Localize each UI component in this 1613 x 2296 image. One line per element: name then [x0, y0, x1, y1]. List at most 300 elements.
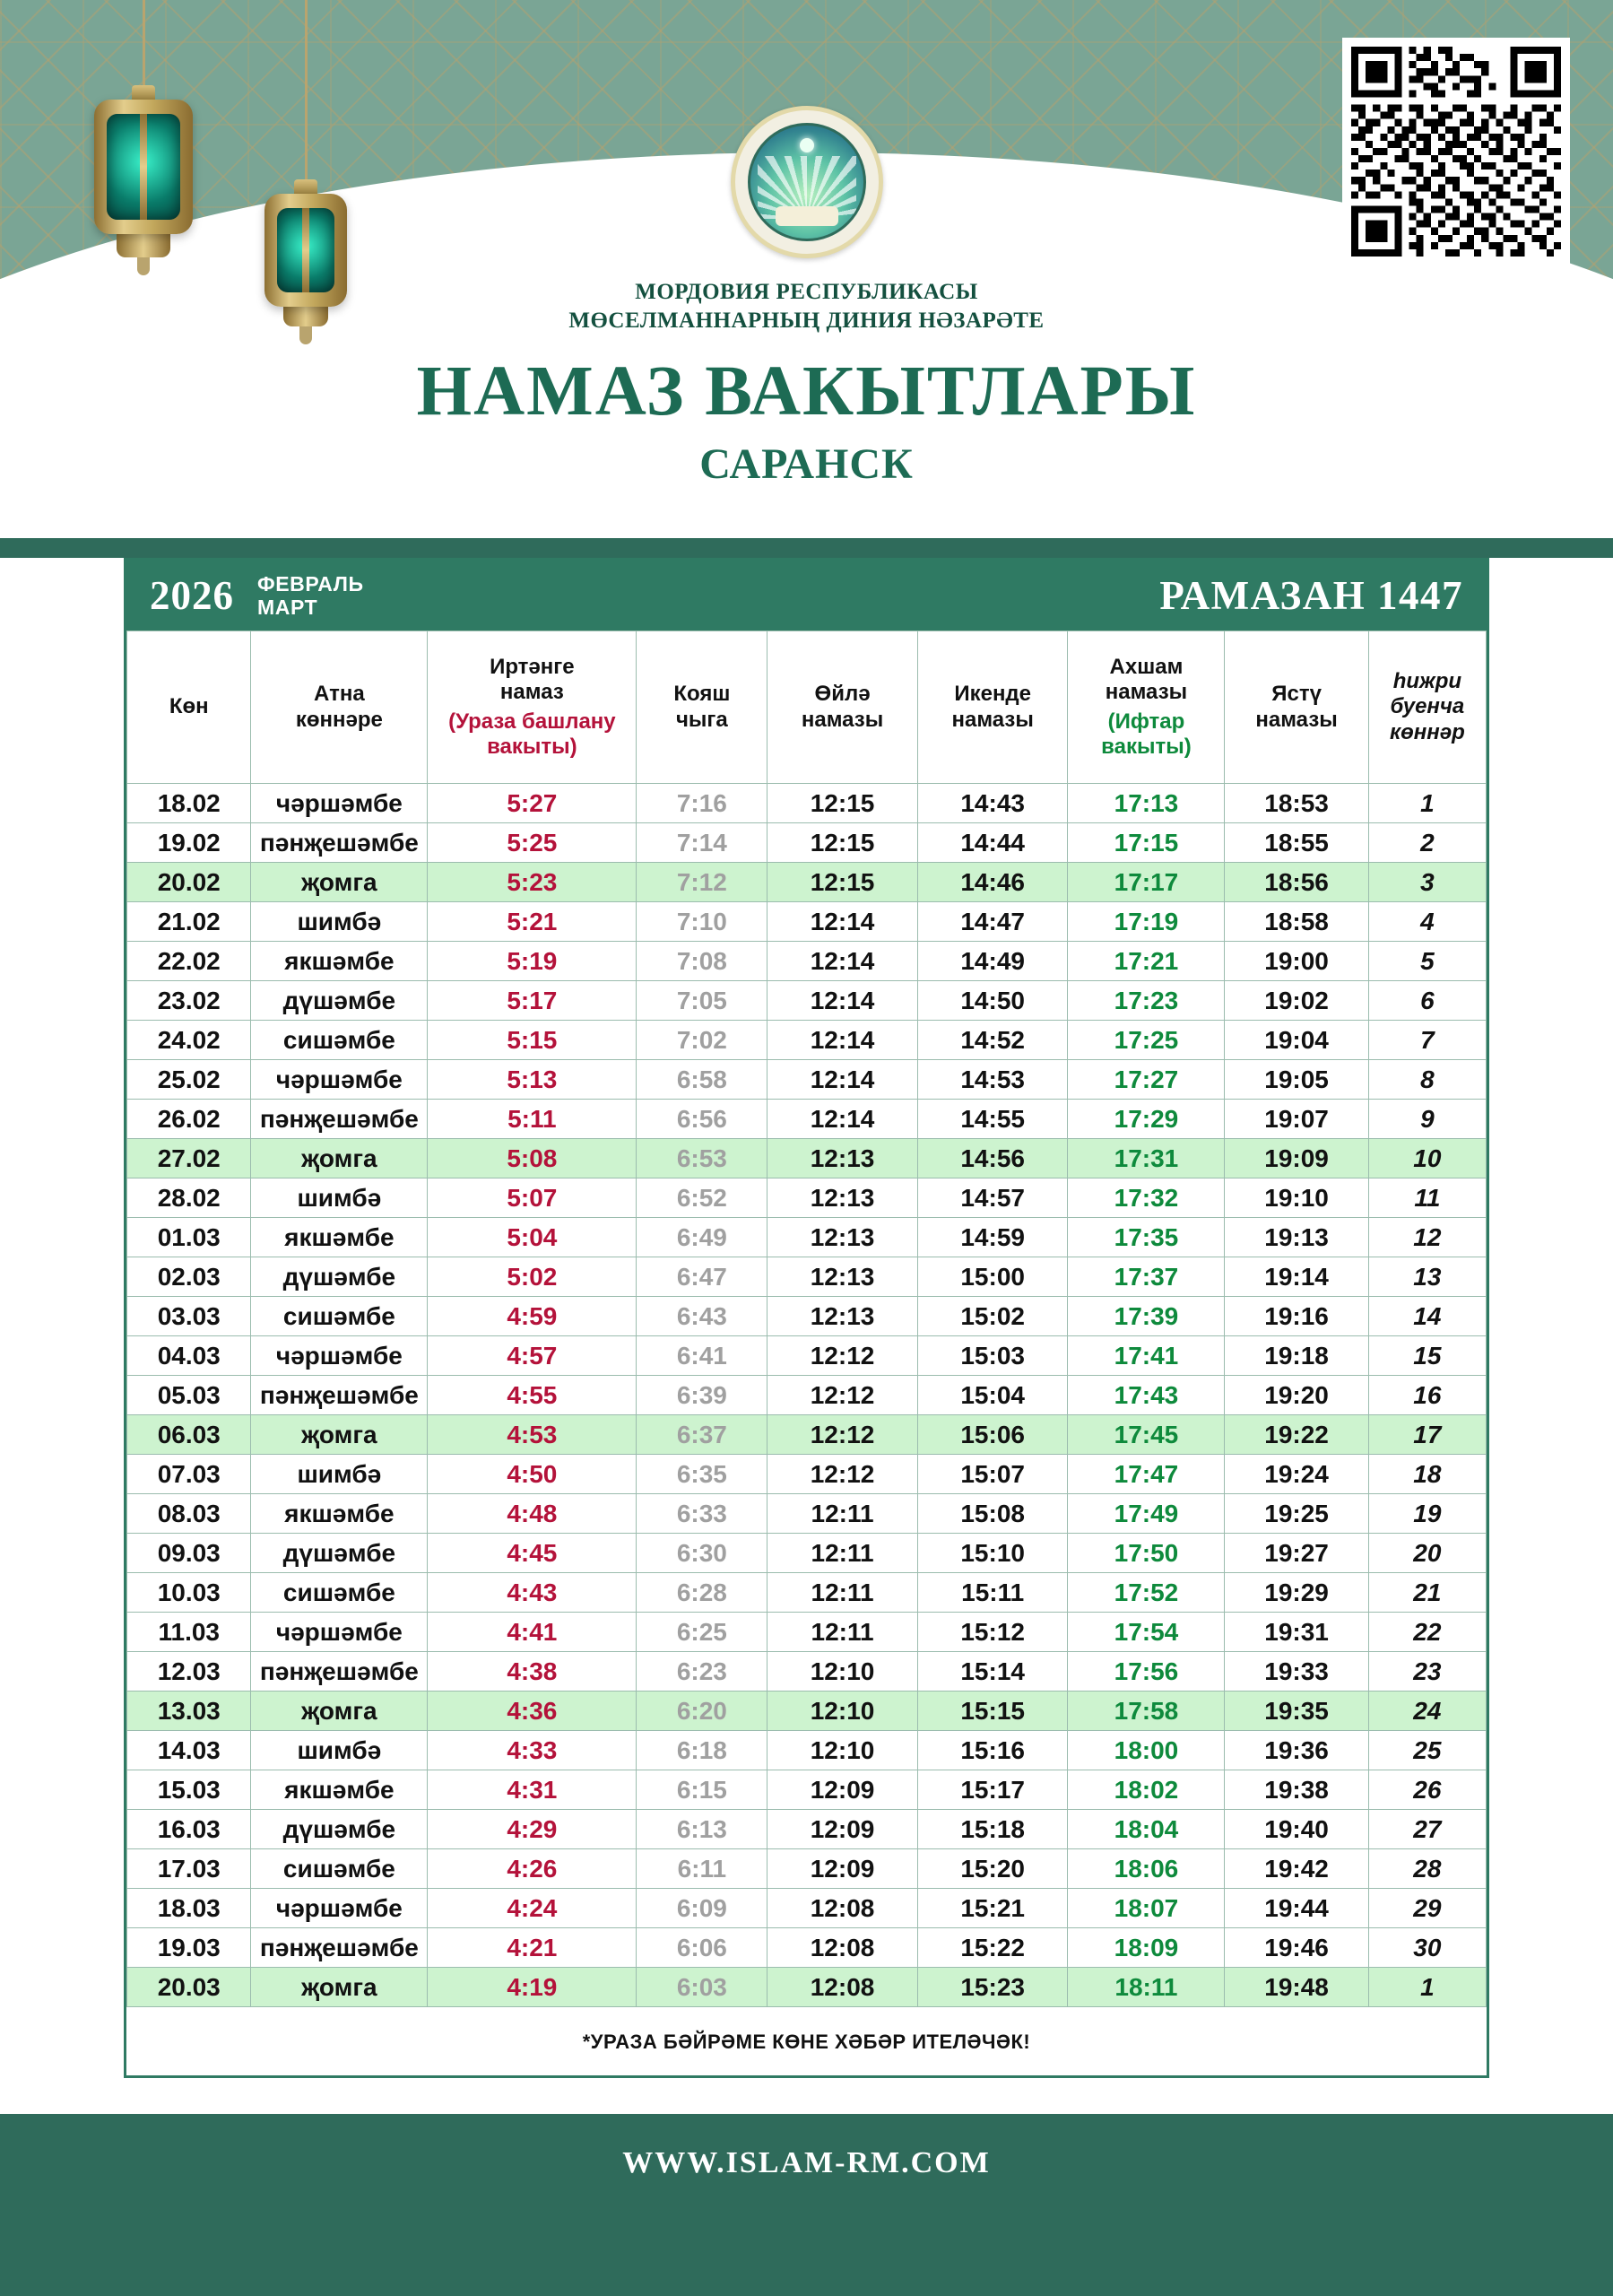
- cell-date: 12.03: [127, 1652, 251, 1692]
- cell-hijri: 24: [1368, 1692, 1486, 1731]
- table-row: [127, 1889, 1487, 1928]
- cell-maghrib: 17:37: [1068, 1257, 1225, 1297]
- cell-weekday: чәршәмбе: [251, 784, 428, 823]
- cell-asr: 14:55: [917, 1100, 1068, 1139]
- cell-hijri: 20: [1368, 1534, 1486, 1573]
- cell-hijri: 7: [1368, 1021, 1486, 1060]
- cell-sunrise: 6:06: [637, 1928, 767, 1968]
- cell-sunrise: 6:25: [637, 1613, 767, 1652]
- column-header-sunrise-line2: чыга: [675, 707, 728, 732]
- cell-isha: 19:02: [1225, 981, 1368, 1021]
- cell-weekday: сишәмбе: [251, 1021, 428, 1060]
- cell-weekday: шимбә: [251, 1731, 428, 1770]
- cell-maghrib: 18:09: [1068, 1928, 1225, 1968]
- month-1-label: ФЕВРАЛЬ: [257, 571, 364, 596]
- cell-weekday: сишәмбе: [251, 1849, 428, 1889]
- cell-sunrise: 6:11: [637, 1849, 767, 1889]
- cell-isha: 19:29: [1225, 1573, 1368, 1613]
- cell-asr: 15:14: [917, 1652, 1068, 1692]
- prayer-times-table: [126, 631, 1487, 2007]
- table-row: [127, 1494, 1487, 1534]
- cell-dhuhr: 12:12: [767, 1415, 918, 1455]
- cell-isha: 19:27: [1225, 1534, 1368, 1573]
- cell-dhuhr: 12:11: [767, 1534, 918, 1573]
- city-name: САРАНСК: [699, 440, 914, 488]
- poster-header: [0, 0, 1613, 538]
- table-row: [127, 1770, 1487, 1810]
- cell-weekday: якшәмбе: [251, 1770, 428, 1810]
- table-row: [127, 1257, 1487, 1297]
- cell-weekday: шимбә: [251, 1455, 428, 1494]
- cell-isha: 19:24: [1225, 1455, 1368, 1494]
- cell-weekday: җомга: [251, 1139, 428, 1178]
- cell-date: 15.03: [127, 1770, 251, 1810]
- cell-dhuhr: 12:11: [767, 1613, 918, 1652]
- column-header-maghrib-line1: Ахшам: [1109, 654, 1184, 679]
- cell-date: 18.02: [127, 784, 251, 823]
- table-row: [127, 1336, 1487, 1376]
- cell-weekday: дүшәмбе: [251, 981, 428, 1021]
- cell-asr: 15:04: [917, 1376, 1068, 1415]
- cell-fajr: 4:57: [428, 1336, 637, 1376]
- cell-asr: 14:44: [917, 823, 1068, 863]
- column-header-weekday-line2: көннәре: [295, 707, 383, 732]
- table-row: [127, 981, 1487, 1021]
- cell-isha: 19:20: [1225, 1376, 1368, 1415]
- cell-sunrise: 6:15: [637, 1770, 767, 1810]
- cell-maghrib: 17:13: [1068, 784, 1225, 823]
- cell-fajr: 4:41: [428, 1613, 637, 1652]
- cell-maghrib: 17:50: [1068, 1534, 1225, 1573]
- table-row: [127, 1139, 1487, 1178]
- card-header: [126, 561, 1487, 631]
- cell-date: 09.03: [127, 1534, 251, 1573]
- cell-date: 03.03: [127, 1297, 251, 1336]
- cell-fajr: 4:43: [428, 1573, 637, 1613]
- cell-date: 19.02: [127, 823, 251, 863]
- cell-fajr: 4:21: [428, 1928, 637, 1968]
- cell-weekday: җомга: [251, 1968, 428, 2007]
- table-row: [127, 1652, 1487, 1692]
- column-header-dhuhr-line1: Өйлә: [814, 682, 871, 707]
- table-body: [127, 784, 1487, 2007]
- cell-sunrise: 6:52: [637, 1178, 767, 1218]
- cell-dhuhr: 12:11: [767, 1573, 918, 1613]
- cell-sunrise: 6:41: [637, 1336, 767, 1376]
- website-url[interactable]: WWW.ISLAM-RM.COM: [622, 2146, 991, 2179]
- cell-hijri: 26: [1368, 1770, 1486, 1810]
- cell-maghrib: 17:23: [1068, 981, 1225, 1021]
- column-header-isha-line1: Ястү: [1271, 682, 1322, 707]
- cell-weekday: пәнҗешәмбе: [251, 1100, 428, 1139]
- column-header-fajr-line2: намаз: [499, 680, 564, 705]
- cell-maghrib: 17:21: [1068, 942, 1225, 981]
- column-header-maghrib: [1068, 631, 1225, 784]
- cell-dhuhr: 12:12: [767, 1376, 918, 1415]
- cell-maghrib: 17:25: [1068, 1021, 1225, 1060]
- table-row: [127, 1731, 1487, 1770]
- cell-date: 04.03: [127, 1336, 251, 1376]
- cell-hijri: 4: [1368, 902, 1486, 942]
- cell-hijri: 22: [1368, 1613, 1486, 1652]
- cell-fajr: 4:53: [428, 1415, 637, 1455]
- cell-date: 25.02: [127, 1060, 251, 1100]
- cell-dhuhr: 12:14: [767, 1021, 918, 1060]
- cell-date: 21.02: [127, 902, 251, 942]
- cell-fajr: 5:11: [428, 1100, 637, 1139]
- cell-sunrise: 6:28: [637, 1573, 767, 1613]
- cell-weekday: сишәмбе: [251, 1573, 428, 1613]
- column-header-sunrise-line1: Кояш: [673, 682, 731, 707]
- cell-sunrise: 6:23: [637, 1652, 767, 1692]
- cell-date: 24.02: [127, 1021, 251, 1060]
- cell-dhuhr: 12:10: [767, 1652, 918, 1692]
- cell-sunrise: 7:12: [637, 863, 767, 902]
- table-row: [127, 1613, 1487, 1652]
- cell-asr: 14:52: [917, 1021, 1068, 1060]
- cell-isha: 19:33: [1225, 1652, 1368, 1692]
- cell-hijri: 11: [1368, 1178, 1486, 1218]
- cell-weekday: чәршәмбе: [251, 1889, 428, 1928]
- cell-weekday: дүшәмбе: [251, 1534, 428, 1573]
- cell-date: 28.02: [127, 1178, 251, 1218]
- cell-maghrib: 17:54: [1068, 1613, 1225, 1652]
- cell-dhuhr: 12:15: [767, 863, 918, 902]
- qr-code[interactable]: [1342, 38, 1570, 265]
- cell-maghrib: 18:07: [1068, 1889, 1225, 1928]
- cell-hijri: 16: [1368, 1376, 1486, 1415]
- cell-maghrib: 17:41: [1068, 1336, 1225, 1376]
- cell-asr: 15:21: [917, 1889, 1068, 1928]
- cell-date: 20.03: [127, 1968, 251, 2007]
- cell-date: 27.02: [127, 1139, 251, 1178]
- cell-asr: 14:59: [917, 1218, 1068, 1257]
- cell-fajr: 4:48: [428, 1494, 637, 1534]
- column-header-hijri-line3: көннәр: [1389, 719, 1465, 744]
- cell-maghrib: 17:19: [1068, 902, 1225, 942]
- cell-maghrib: 17:58: [1068, 1692, 1225, 1731]
- table-row: [127, 1415, 1487, 1455]
- cell-asr: 14:46: [917, 863, 1068, 902]
- cell-asr: 15:00: [917, 1257, 1068, 1297]
- cell-hijri: 9: [1368, 1100, 1486, 1139]
- cell-maghrib: 17:31: [1068, 1139, 1225, 1178]
- cell-date: 11.03: [127, 1613, 251, 1652]
- cell-fajr: 5:23: [428, 863, 637, 902]
- cell-dhuhr: 12:15: [767, 784, 918, 823]
- cell-weekday: пәнҗешәмбе: [251, 1376, 428, 1415]
- cell-asr: 14:43: [917, 784, 1068, 823]
- cell-isha: 18:56: [1225, 863, 1368, 902]
- cell-sunrise: 7:08: [637, 942, 767, 981]
- table-header-row: [127, 631, 1487, 784]
- cell-dhuhr: 12:12: [767, 1336, 918, 1376]
- muftiate-emblem: [731, 106, 883, 258]
- table-row: [127, 942, 1487, 981]
- cell-asr: 15:02: [917, 1297, 1068, 1336]
- cell-weekday: дүшәмбе: [251, 1257, 428, 1297]
- table-row: [127, 1573, 1487, 1613]
- cell-dhuhr: 12:11: [767, 1494, 918, 1534]
- cell-maghrib: 18:00: [1068, 1731, 1225, 1770]
- cell-maghrib: 17:39: [1068, 1297, 1225, 1336]
- table-row: [127, 1060, 1487, 1100]
- cell-fajr: 4:19: [428, 1968, 637, 2007]
- table-row: [127, 1376, 1487, 1415]
- cell-dhuhr: 12:14: [767, 981, 918, 1021]
- table-row: [127, 863, 1487, 902]
- cell-weekday: җомга: [251, 863, 428, 902]
- cell-sunrise: 6:30: [637, 1534, 767, 1573]
- cell-maghrib: 17:27: [1068, 1060, 1225, 1100]
- cell-isha: 19:05: [1225, 1060, 1368, 1100]
- cell-maghrib: 18:04: [1068, 1810, 1225, 1849]
- cell-fajr: 5:07: [428, 1178, 637, 1218]
- column-header-weekday-line1: Атна: [314, 682, 365, 707]
- poster-footer: [0, 2114, 1613, 2216]
- cell-hijri: 14: [1368, 1297, 1486, 1336]
- cell-isha: 19:14: [1225, 1257, 1368, 1297]
- cell-asr: 15:17: [917, 1770, 1068, 1810]
- cell-hijri: 17: [1368, 1415, 1486, 1455]
- column-header-fajr-sub: (Ураза башлану вакыты): [448, 709, 616, 759]
- cell-date: 05.03: [127, 1376, 251, 1415]
- page-title: НАМАЗ ВАКЫТЛАРЫ: [416, 352, 1197, 430]
- organization-line-1: МОРДОВИЯ РЕСПУБЛИКАСЫ: [635, 280, 978, 304]
- cell-sunrise: 6:58: [637, 1060, 767, 1100]
- cell-dhuhr: 12:14: [767, 902, 918, 942]
- cell-maghrib: 17:32: [1068, 1178, 1225, 1218]
- cell-date: 01.03: [127, 1218, 251, 1257]
- cell-maghrib: 17:56: [1068, 1652, 1225, 1692]
- cell-sunrise: 6:39: [637, 1376, 767, 1415]
- table-row: [127, 784, 1487, 823]
- cell-asr: 15:23: [917, 1968, 1068, 2007]
- cell-sunrise: 6:56: [637, 1100, 767, 1139]
- cell-date: 02.03: [127, 1257, 251, 1297]
- cell-sunrise: 6:43: [637, 1297, 767, 1336]
- cell-date: 08.03: [127, 1494, 251, 1534]
- months-label: [257, 572, 364, 620]
- cell-asr: 15:07: [917, 1455, 1068, 1494]
- cell-hijri: 21: [1368, 1573, 1486, 1613]
- cell-dhuhr: 12:13: [767, 1139, 918, 1178]
- cell-date: 07.03: [127, 1455, 251, 1494]
- cell-dhuhr: 12:08: [767, 1928, 918, 1968]
- cell-hijri: 13: [1368, 1257, 1486, 1297]
- cell-asr: 15:06: [917, 1415, 1068, 1455]
- month-2-label: МАРТ: [257, 596, 318, 619]
- cell-asr: 14:50: [917, 981, 1068, 1021]
- cell-sunrise: 7:16: [637, 784, 767, 823]
- cell-weekday: якшәмбе: [251, 1494, 428, 1534]
- cell-sunrise: 6:37: [637, 1415, 767, 1455]
- cell-sunrise: 6:35: [637, 1455, 767, 1494]
- table-row: [127, 1810, 1487, 1849]
- cell-dhuhr: 12:09: [767, 1849, 918, 1889]
- cell-maghrib: 18:02: [1068, 1770, 1225, 1810]
- cell-fajr: 5:27: [428, 784, 637, 823]
- cell-asr: 15:15: [917, 1692, 1068, 1731]
- cell-asr: 14:49: [917, 942, 1068, 981]
- cell-weekday: якшәмбе: [251, 1218, 428, 1257]
- cell-dhuhr: 12:15: [767, 823, 918, 863]
- cell-dhuhr: 12:10: [767, 1731, 918, 1770]
- column-header-day: Көн: [127, 631, 251, 784]
- cell-hijri: 28: [1368, 1849, 1486, 1889]
- table-row: [127, 1218, 1487, 1257]
- cell-isha: 18:55: [1225, 823, 1368, 863]
- cell-isha: 19:40: [1225, 1810, 1368, 1849]
- cell-asr: 15:20: [917, 1849, 1068, 1889]
- cell-dhuhr: 12:08: [767, 1968, 918, 2007]
- cell-weekday: дүшәмбе: [251, 1810, 428, 1849]
- cell-weekday: җомга: [251, 1415, 428, 1455]
- cell-fajr: 5:15: [428, 1021, 637, 1060]
- column-header-asr-line2: намазы: [951, 707, 1034, 732]
- cell-weekday: пәнҗешәмбе: [251, 1928, 428, 1968]
- table-row: [127, 1178, 1487, 1218]
- table-row: [127, 1297, 1487, 1336]
- cell-isha: 19:09: [1225, 1139, 1368, 1178]
- cell-maghrib: 17:45: [1068, 1415, 1225, 1455]
- cell-date: 10.03: [127, 1573, 251, 1613]
- cell-maghrib: 17:43: [1068, 1376, 1225, 1415]
- cell-fajr: 4:31: [428, 1770, 637, 1810]
- column-header-maghrib-sub: (Ифтар вакыты): [1101, 709, 1192, 759]
- cell-hijri: 29: [1368, 1889, 1486, 1928]
- cell-fajr: 4:50: [428, 1455, 637, 1494]
- column-header-isha: [1225, 631, 1368, 784]
- cell-dhuhr: 12:13: [767, 1257, 918, 1297]
- cell-maghrib: 17:29: [1068, 1100, 1225, 1139]
- cell-dhuhr: 12:14: [767, 1100, 918, 1139]
- cell-hijri: 2: [1368, 823, 1486, 863]
- cell-isha: 19:04: [1225, 1021, 1368, 1060]
- cell-isha: 19:25: [1225, 1494, 1368, 1534]
- column-header-fajr-line1: Иртәнге: [490, 654, 575, 679]
- cell-dhuhr: 12:09: [767, 1810, 918, 1849]
- cell-sunrise: 6:49: [637, 1218, 767, 1257]
- column-header-asr: [917, 631, 1068, 784]
- cell-fajr: 5:13: [428, 1060, 637, 1100]
- cell-fajr: 5:25: [428, 823, 637, 863]
- cell-isha: 19:31: [1225, 1613, 1368, 1652]
- cell-hijri: 18: [1368, 1455, 1486, 1494]
- cell-hijri: 27: [1368, 1810, 1486, 1849]
- cell-hijri: 12: [1368, 1218, 1486, 1257]
- cell-sunrise: 6:13: [637, 1810, 767, 1849]
- cell-date: 22.02: [127, 942, 251, 981]
- cell-weekday: чәршәмбе: [251, 1613, 428, 1652]
- cell-asr: 15:22: [917, 1928, 1068, 1968]
- cell-fajr: 4:36: [428, 1692, 637, 1731]
- cell-hijri: 25: [1368, 1731, 1486, 1770]
- cell-isha: 19:42: [1225, 1849, 1368, 1889]
- cell-isha: 19:46: [1225, 1928, 1368, 1968]
- cell-date: 06.03: [127, 1415, 251, 1455]
- cell-hijri: 10: [1368, 1139, 1486, 1178]
- cell-asr: 15:03: [917, 1336, 1068, 1376]
- cell-hijri: 30: [1368, 1928, 1486, 1968]
- cell-maghrib: 17:49: [1068, 1494, 1225, 1534]
- cell-isha: 18:58: [1225, 902, 1368, 942]
- column-header-maghrib-line2: намазы: [1105, 680, 1188, 705]
- cell-weekday: пәнҗешәмбе: [251, 1652, 428, 1692]
- cell-weekday: пәнҗешәмбе: [251, 823, 428, 863]
- footnote: *УРАЗА БӘЙРӘМЕ КӨНЕ ХӘБӘР ИТЕЛӘЧӘК!: [582, 2031, 1031, 2053]
- column-header-dhuhr: [767, 631, 918, 784]
- cell-isha: 18:53: [1225, 784, 1368, 823]
- cell-isha: 19:38: [1225, 1770, 1368, 1810]
- cell-date: 20.02: [127, 863, 251, 902]
- cell-fajr: 4:26: [428, 1849, 637, 1889]
- cell-date: 26.02: [127, 1100, 251, 1139]
- cell-fajr: 4:29: [428, 1810, 637, 1849]
- cell-date: 17.03: [127, 1849, 251, 1889]
- cell-hijri: 3: [1368, 863, 1486, 902]
- cell-fajr: 5:02: [428, 1257, 637, 1297]
- cell-weekday: якшәмбе: [251, 942, 428, 981]
- cell-sunrise: 6:20: [637, 1692, 767, 1731]
- column-header-isha-line2: намазы: [1255, 707, 1338, 732]
- table-row: [127, 1849, 1487, 1889]
- cell-fajr: 4:59: [428, 1297, 637, 1336]
- cell-asr: 15:12: [917, 1613, 1068, 1652]
- cell-isha: 19:18: [1225, 1336, 1368, 1376]
- cell-hijri: 19: [1368, 1494, 1486, 1534]
- cell-sunrise: 6:09: [637, 1889, 767, 1928]
- table-row: [127, 1692, 1487, 1731]
- cell-weekday: шимбә: [251, 902, 428, 942]
- cell-fajr: 5:21: [428, 902, 637, 942]
- cell-date: 23.02: [127, 981, 251, 1021]
- cell-sunrise: 6:18: [637, 1731, 767, 1770]
- cell-weekday: шимбә: [251, 1178, 428, 1218]
- cell-maghrib: 17:35: [1068, 1218, 1225, 1257]
- cell-weekday: чәршәмбе: [251, 1336, 428, 1376]
- cell-sunrise: 7:02: [637, 1021, 767, 1060]
- cell-date: 18.03: [127, 1889, 251, 1928]
- column-header-hijri: [1368, 631, 1486, 784]
- cell-maghrib: 17:15: [1068, 823, 1225, 863]
- cell-isha: 19:10: [1225, 1178, 1368, 1218]
- cell-sunrise: 7:10: [637, 902, 767, 942]
- cell-maghrib: 18:11: [1068, 1968, 1225, 2007]
- cell-hijri: 23: [1368, 1652, 1486, 1692]
- cell-dhuhr: 12:08: [767, 1889, 918, 1928]
- column-header-hijri-line2: буенча: [1390, 694, 1465, 719]
- cell-fajr: 5:04: [428, 1218, 637, 1257]
- cell-weekday: чәршәмбе: [251, 1060, 428, 1100]
- cell-dhuhr: 12:10: [767, 1692, 918, 1731]
- column-header-sunrise: [637, 631, 767, 784]
- cell-fajr: 4:38: [428, 1652, 637, 1692]
- cell-sunrise: 6:53: [637, 1139, 767, 1178]
- cell-dhuhr: 12:13: [767, 1297, 918, 1336]
- column-header-hijri-line1: һижри: [1392, 669, 1462, 694]
- cell-asr: 14:47: [917, 902, 1068, 942]
- table-row: [127, 1100, 1487, 1139]
- cell-maghrib: 18:06: [1068, 1849, 1225, 1889]
- column-header-dhuhr-line2: намазы: [801, 707, 884, 732]
- cell-asr: 15:11: [917, 1573, 1068, 1613]
- cell-date: 19.03: [127, 1928, 251, 1968]
- cell-hijri: 5: [1368, 942, 1486, 981]
- cell-dhuhr: 12:09: [767, 1770, 918, 1810]
- organization-name: [0, 278, 1613, 335]
- cell-maghrib: 17:52: [1068, 1573, 1225, 1613]
